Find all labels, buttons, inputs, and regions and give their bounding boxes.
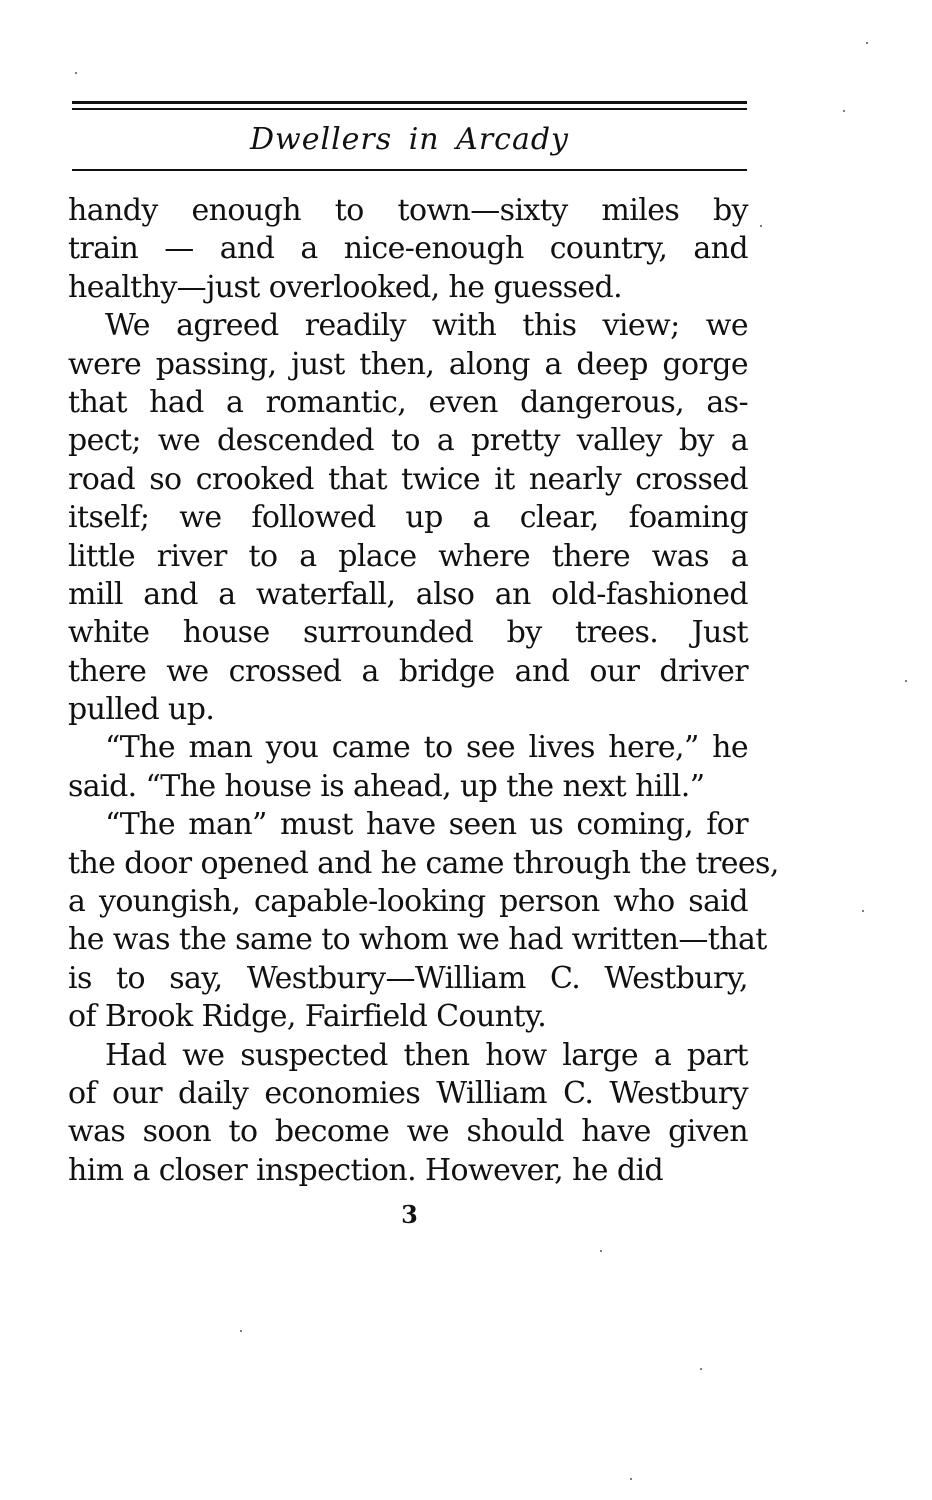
text-line: of our daily economies William C. Westbury (68, 1075, 748, 1111)
scan-speck (600, 1250, 602, 1252)
text-line: “The man you came to see lives here,” he (105, 730, 748, 766)
text-line: white house surrounded by trees. Just (68, 615, 748, 651)
scan-speck (905, 680, 907, 682)
text-line: itself; we followed up a clear, foaming (68, 500, 748, 536)
scan-speck (760, 225, 762, 227)
text-line: little river to a place where there was a (68, 538, 748, 574)
scan-speck (240, 1330, 242, 1332)
text-line: him a closer inspection. However, he did (68, 1152, 664, 1188)
text-line: healthy—just overlooked, he guessed. (68, 269, 623, 305)
text-line: Had we suspected then how large a part (105, 1037, 748, 1073)
text-line: is to say, Westbury—William C. Westbury, (68, 960, 748, 996)
scan-speck (630, 1478, 632, 1480)
body-text (68, 192, 779, 1190)
running-head: Dwellers in Arcady (250, 122, 569, 157)
page-number: 3 (401, 1200, 418, 1229)
scan-speck (700, 1368, 702, 1370)
text-line: was soon to become we should have given (68, 1114, 748, 1150)
text-line: mill and a waterfall, also an old-fashioned (68, 576, 748, 612)
text-line: that had a romantic, even dangerous, as- (68, 384, 748, 420)
header-double-rule (72, 101, 747, 110)
scan-speck (843, 110, 845, 112)
text-line: We agreed readily with this view; we (105, 308, 748, 344)
scan-speck (75, 72, 77, 74)
scan-speck (866, 42, 868, 44)
text-line: pect; we descended to a pretty valley by a (68, 423, 748, 459)
scan-speck (862, 910, 864, 912)
text-line: the door opened and he came through the trees, (68, 845, 779, 881)
text-line: were passing, just then, along a deep gorge (68, 346, 748, 382)
text-line: there we crossed a bridge and our driver (68, 653, 748, 689)
text-line: of Brook Ridge, Fairfield County. (68, 999, 547, 1035)
text-line: “The man” must have seen us coming, for (105, 807, 748, 843)
header-rule (72, 169, 747, 171)
text-line: train — and a nice-enough country, and (68, 231, 748, 267)
text-line: pulled up. (68, 692, 215, 728)
text-line: road so crooked that twice it nearly crossed (68, 461, 748, 497)
text-line: a youngish, capable-looking person who said (68, 884, 748, 920)
text-line: said. “The house is ahead, up the next hill.” (68, 768, 705, 804)
text-line: handy enough to town—sixty miles by (68, 193, 748, 228)
text-line: he was the same to whom we had written—that (68, 922, 767, 958)
